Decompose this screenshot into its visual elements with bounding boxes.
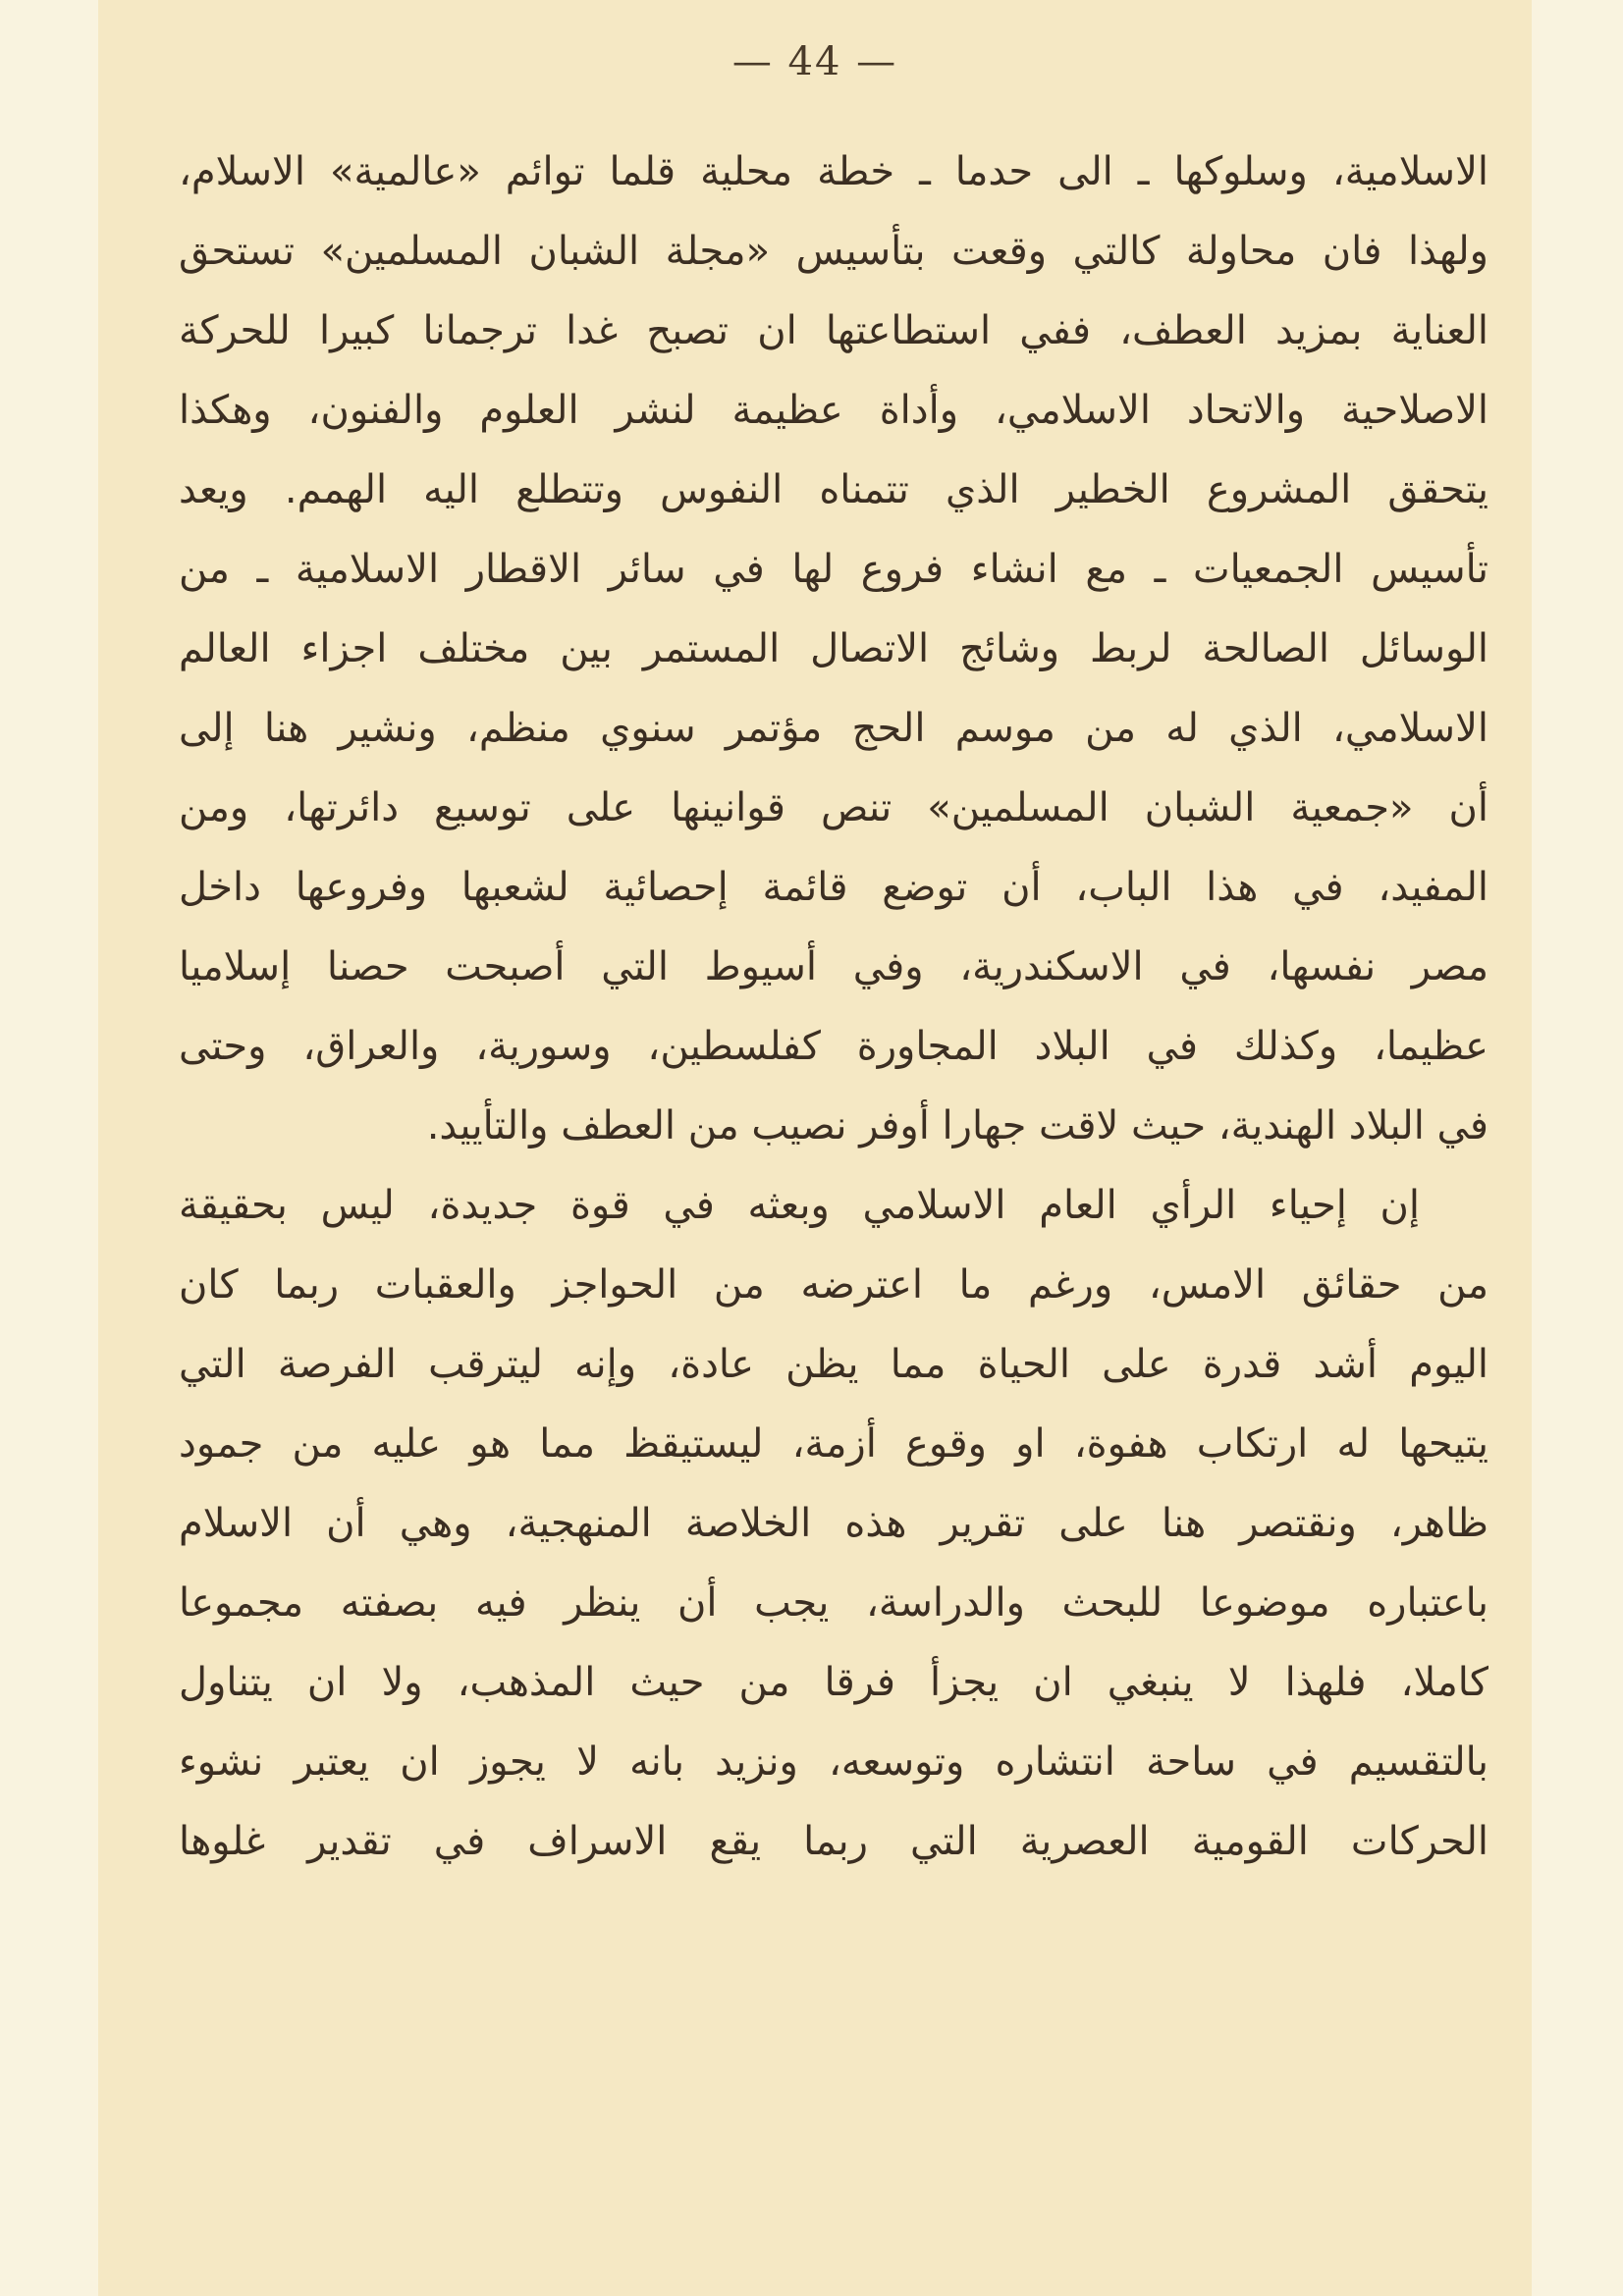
scanned-page: [98, 0, 1532, 2296]
text-line: من حقائق الامس، ورغم ما اعترضه من الحواجز والعقبات ربما كان: [179, 1262, 1488, 1308]
text-line: أن «جمعية الشبان المسلمين» تنص قوانينها على توسيع دائرتها، ومن: [179, 785, 1488, 830]
text-line: كاملا، فلهذا لا ينبغي ان يجزأ فرقا من حيث المذهب، ولا ان يتناول: [179, 1660, 1488, 1705]
page-number: — 44 —: [731, 39, 898, 84]
text-line: تأسيس الجمعيات ـ مع انشاء فروع لها في سائر الاقطار الاسلامية ـ من: [179, 547, 1488, 592]
text-line: الحركات القومية العصرية التي ربما يقع الاسراف في تقدير غلوها: [179, 1819, 1488, 1864]
text-line: ولهذا فان محاولة كالتي وقعت بتأسيس «مجلة الشبان المسلمين» تستحق: [179, 229, 1488, 274]
text-line: مصر نفسها، في الاسكندرية، وفي أسيوط التي أصبحت حصنا إسلاميا: [179, 944, 1488, 989]
text-line: الاصلاحية والاتحاد الاسلامي، وأداة عظيمة لنشر العلوم والفنون، وهكذا: [179, 388, 1488, 433]
text-line: ظاهر، ونقتصر هنا على تقرير هذه الخلاصة المنهجية، وهي أن الاسلام: [179, 1501, 1488, 1546]
text-line: يتحقق المشروع الخطير الذي تتمناه النفوس وتتطلع اليه الهمم. ويعد: [179, 467, 1488, 512]
text-line: الاسلامية، وسلوكها ـ الى حدما ـ خطة محلية قلما توائم «عالمية» الاسلام،: [179, 149, 1488, 194]
text-line: اليوم أشد قدرة على الحياة مما يظن عادة، وإنه ليترقب الفرصة التي: [179, 1342, 1488, 1387]
text-line: بالتقسيم في ساحة انتشاره وتوسعه، ونزيد بانه لا يجوز ان يعتبر نشوء: [179, 1739, 1488, 1785]
text-line: يتيحها له ارتكاب هفوة، او وقوع أزمة، ليستيقظ مما هو عليه من جمود: [179, 1421, 1488, 1467]
text-line: العناية بمزيد العطف، ففي استطاعتها ان تصبح غدا ترجمانا كبيرا للحركة: [179, 308, 1488, 353]
text-line: المفيد، في هذا الباب، أن توضع قائمة إحصائية لشعبها وفروعها داخل: [179, 865, 1488, 910]
text-line: باعتباره موضوعا للبحث والدراسة، يجب أن ينظر فيه بصفته مجموعا: [179, 1580, 1488, 1626]
paragraph-end-line: في البلاد الهندية، حيث لاقت جهارا أوفر نصيب من العطف والتأييد.: [426, 1103, 1488, 1148]
text-line: الوسائل الصالحة لربط وشائج الاتصال المستمر بين مختلف اجزاء العالم: [179, 626, 1488, 671]
body-text: [179, 133, 1488, 1882]
paragraph-start-line: إن إحياء الرأي العام الاسلامي وبعثه في قوة جديدة، ليس بحقيقة: [179, 1183, 1420, 1228]
text-line: الاسلامي، الذي له من موسم الحج مؤتمر سنوي منظم، ونشير هنا إلى: [179, 706, 1488, 751]
text-line: عظيما، وكذلك في البلاد المجاورة كفلسطين، وسورية، والعراق، وحتى: [179, 1024, 1488, 1069]
